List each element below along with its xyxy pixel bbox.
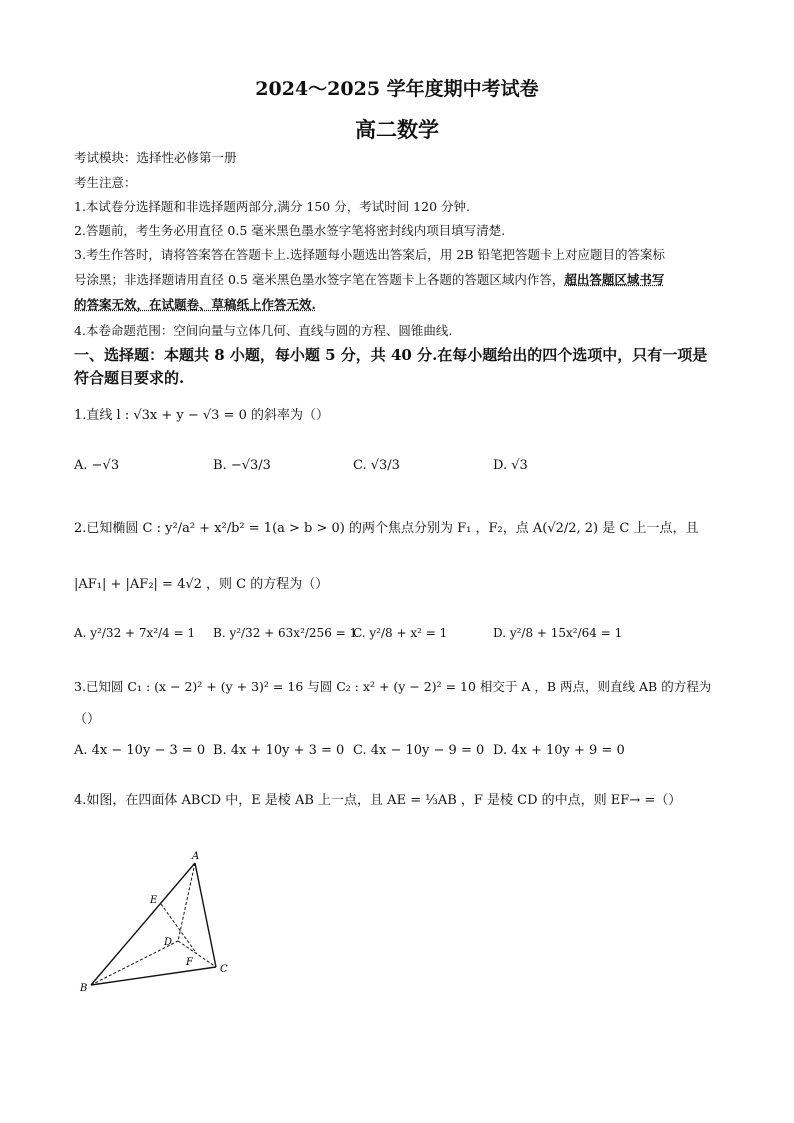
q1-option-c: C. √3/3 <box>353 458 400 473</box>
label-d: D <box>164 937 173 948</box>
q3-option-d: D. 4x + 10y + 9 = 0 <box>493 743 625 758</box>
q2-stem-line2: |AF₁| + |AF₂| = 4√2 ，则 C 的方程为（） <box>74 577 329 592</box>
q1-option-a: A. −√3 <box>74 458 120 473</box>
tetrahedron-figure <box>74 845 244 995</box>
notice-item-1: 1.本试卷分选择题和非选择题两部分,满分 150 分，考试时间 120 分钟. <box>74 199 470 214</box>
label-a: A <box>192 851 200 862</box>
q1-option-d: D. √3 <box>493 458 528 473</box>
section-heading <box>74 344 734 390</box>
exam-module: 考试模块：选择性必修第一册 <box>74 150 237 165</box>
q3-stem-line1: 3.已知圆 C₁ : (x − 2)² + (y + 3)² = 16 与圆 C₂ : x² + (y − 2)² = 10 相交于 A ，B 两点，则直线 AB 的方程为 <box>74 679 712 694</box>
q3-stem-line2: （） <box>74 712 101 727</box>
notice-item-3-cont <box>74 272 664 288</box>
notice-item-3: 3.考生作答时，请将答案答在答题卡上.选择题每小题选出答案后，用 2B 铅笔把答题卡上对应题目的答案标 <box>74 247 665 262</box>
section-heading-line2: 符合题目要求的. <box>74 369 185 387</box>
q4-stem: 4.如图，在四面体 ABCD 中，E 是棱 AB 上一点，且 AE = ⅓AB ，F 是棱 CD 的中点，则 EF→ =（） <box>74 793 682 808</box>
q3-option-a: A. 4x − 10y − 3 = 0 <box>74 743 206 758</box>
q1-stem: 1.直线 l : √3x + y − √3 = 0 的斜率为（） <box>74 408 329 423</box>
notice-item-3-end <box>74 297 316 313</box>
q2-stem-line1: 2.已知椭圆 C : y²/a² + x²/b² = 1(a > b > 0) 的两个焦点分别为 F₁ ，F₂，点 A(√2/2, 2) 是 C 上一点，且 <box>74 521 699 536</box>
q2-option-b: B. y²/32 + 63x²/256 = 1 <box>213 626 358 640</box>
notice-item-4: 4.本卷命题范围：空间向量与立体几何、直线与圆的方程、圆锥曲线. <box>74 323 453 338</box>
edge-ab <box>91 863 195 985</box>
label-b: B <box>80 983 88 994</box>
notice-emphasis-2: 的答案无效，在试题卷、草稿纸上作答无效. <box>74 297 316 312</box>
q2-option-c: C. y²/8 + x² = 1 <box>353 626 448 640</box>
q3-option-c: C. 4x − 10y − 9 = 0 <box>353 743 485 758</box>
notice-item-3-text: 号涂黑；非选择题请用直径 0.5 毫米黑色墨水签字笔在答题卡上各题的答题区域内作答， <box>74 272 565 287</box>
q1-option-b: B. −√3/3 <box>213 458 271 473</box>
q2-option-a: A. y²/32 + 7x²/4 = 1 <box>74 626 196 640</box>
label-c: C <box>220 964 228 975</box>
label-e: E <box>150 895 158 906</box>
notice-item-2: 2.答题前，考生务必用直径 0.5 毫米黑色墨水签字笔将密封线内项目填写清楚. <box>74 223 506 238</box>
edge-ad <box>178 863 195 941</box>
section-heading-line1: 一、选择题：本题共 8 小题，每小题 5 分，共 40 分.在每小题给出的四个选项中，只有一项是 <box>74 346 708 364</box>
label-f: F <box>186 957 193 968</box>
notice-label: 考生注意： <box>74 175 137 190</box>
edge-ac <box>195 863 216 967</box>
notice-emphasis-1: 超出答题区域书写 <box>564 272 665 287</box>
q2-option-d: D. y²/8 + 15x²/64 = 1 <box>493 626 623 640</box>
exam-title: 2024～2025 学年度期中考试卷 <box>255 78 539 100</box>
q3-option-b: B. 4x + 10y + 3 = 0 <box>213 743 345 758</box>
exam-subject: 高二数学 <box>355 117 439 142</box>
